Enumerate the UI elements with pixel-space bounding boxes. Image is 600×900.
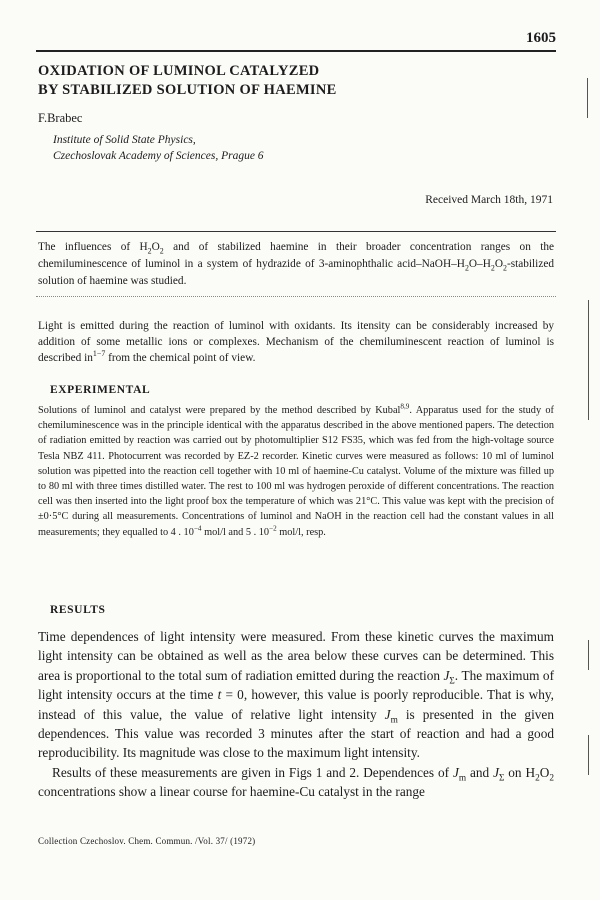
journal-footer: Collection Czechoslov. Chem. Commun. /Vol. 37/ (1972)	[38, 836, 256, 846]
header-rule	[36, 50, 556, 52]
results-paragraph-2: Results of these measurements are given in Figs 1 and 2. Dependences of $J_m$ and $J_\Sigma$ on $H_2O_2$ concentrations show a linear course for haemine-Cu catalyst in the range	[38, 764, 554, 800]
affiliation-line-1: Institute of Solid State Physics,	[53, 134, 196, 146]
affiliation-line-2: Czechoslovak Academy of Sciences, Prague 6	[53, 150, 264, 162]
section-heading-results: RESULTS	[50, 604, 106, 616]
received-date: Received March 18th, 1971	[425, 194, 553, 206]
results-section	[38, 627, 554, 802]
title-line-2: BY STABILIZED SOLUTION OF HAEMINE	[38, 82, 337, 98]
margin-bar	[587, 78, 588, 118]
introduction-paragraph: Light is emitted during the reaction of luminol with oxidants. Its itensity can be considerably increased by addition of some metallic ions or complexes. Mechanism of the chemiluminescent reaction of luminol is described $in^{1-7}$ from the chemical point of view.	[38, 320, 554, 364]
experimental-paragraph: Solutions of luminol and catalyst were prepared by the method described by Kubal$^{8,9}$. Apparatus used for the study of chemiluminescence was in the principle identical with the apparatus described in the above mentioned papers. The detection of radiation emitted by reaction was carried out by photomultiplier S12 FS35, which was fed from the high-voltage source Tesla NBZ 411. Photocurrent was recorded by EZ-2 recorder. Kinetic curves were measured as follows: 10 ml of luminol solution was pipetted into the reaction cell together with 10 ml of haemine-Cu catalyst. Volume of the mixture was filled up to 80 ml with three times distilled water. The rest to 100 ml was hydrogen peroxide of different concentrations. The reaction cell was then inserted into the light proof box the temperature of which was 21°C. This value was kept with the precision of ±0·5°C during all measurements. Concentrations of luminol and NaOH in the reaction cell had the constant values in all measurements; they equalled to 4 . $10^{-4}$ mol/l and 5 . $10^{-2}$ mol/l, resp.	[38, 402, 554, 538]
margin-bar	[588, 735, 589, 775]
margin-bar	[588, 640, 589, 670]
author-name: F.Brabec	[38, 111, 83, 125]
section-heading-experimental: EXPERIMENTAL	[50, 384, 151, 396]
affiliation	[53, 132, 264, 164]
margin-bar	[588, 300, 589, 420]
title-line-1: OXIDATION OF LUMINOL CATALYZED	[38, 63, 320, 79]
abstract-bottom-rule	[36, 296, 556, 297]
page-number: 1605	[526, 30, 556, 46]
results-paragraph-1: Time dependences of light intensity were measured. From these kinetic curves the maximum light intensity can be obtained as well as the area below these curves can be determined. This area is proportional to the total sum of radiation emitted during the reaction $J_\Sigma$. The maximum of light intensity occurs at the time t = 0, however, this value is poorly reproducible. That is why, instead of this value, the value of relative light intensity $J_m$ is presented in the given dependences. This value was recorded 3 minutes after the start of reaction and had a good reproducibility. Its magnitude was close to the maximum light intensity.	[38, 629, 555, 761]
abstract: The influences of $H_2O_2$ and of stabilized haemine in their broader concentration ranges on the chemiluminescence of luminol in a system of hydrazide of 3-aminophthalic acid–$NaOH-H_2O-H_2O_2$-stabilized solution of haemine was studied.	[38, 241, 554, 287]
abstract-top-rule	[36, 231, 556, 232]
paper-title	[38, 62, 337, 100]
